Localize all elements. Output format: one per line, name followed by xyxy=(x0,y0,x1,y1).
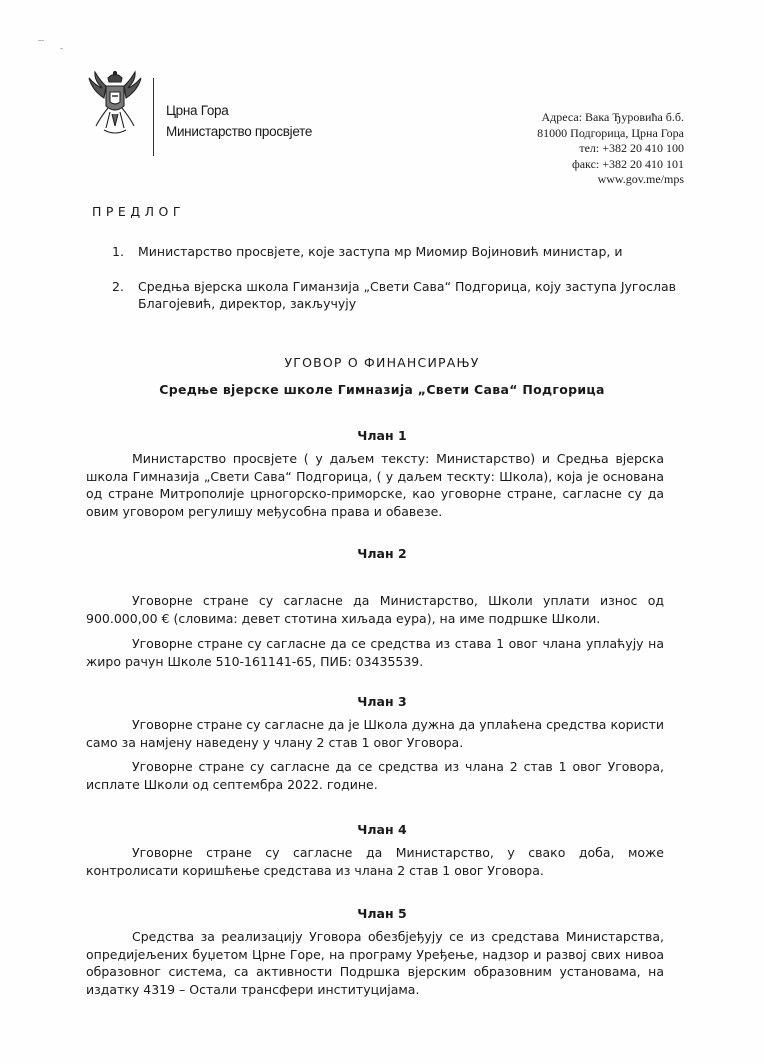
fax-number: факс: +382 20 410 101 xyxy=(571,156,684,171)
article-paragraph: Уговорне стране су сагласне да се средства из члана 2 став 1 овог Уговора, исплате Школи од септембра 2022. године. xyxy=(86,759,664,792)
contract-title: УГОВОР О ФИНАНСИРАЊУ xyxy=(284,355,480,370)
article-heading: Члан 3 xyxy=(357,694,407,709)
article-heading: Члан 2 xyxy=(357,546,407,561)
ministry-name: Министарство просвјете xyxy=(166,124,313,139)
party-text: Министарство просвјете, које заступа мр Миомир Војиновић министар, и xyxy=(138,244,623,259)
country-name: Црна Гора xyxy=(166,103,229,118)
article-heading: Члан 4 xyxy=(357,822,407,837)
address-city: 81000 Подгорица, Црна Гора xyxy=(537,125,684,140)
ministry-name-block xyxy=(166,100,312,142)
article-paragraph: Уговорне стране су сагласне да је Школа дужна да уплаћена средства користи само за намјену наведену у члану 2 став 1 овог Уговора. xyxy=(86,717,664,750)
article-heading: Члан 5 xyxy=(357,906,407,921)
scan-artifact xyxy=(60,48,63,49)
address-line: Адреса: Вака Ђуровића б.б. xyxy=(541,110,684,124)
phone-number: тел: +382 20 410 100 xyxy=(579,141,684,155)
article-paragraph: Министарство просвјете ( у даљем тексту: Министарство) и Средња вјерска школа Гимназија „Свети Сава“ Подгорица, ( у даљем тескту: Школа), која је основана од стране Митрополије црногорско-приморске, као уговорне стране, сагласне су да овим уговором регулишу међусобна права и обавезе. xyxy=(86,451,664,519)
website: www.gov.me/mps xyxy=(597,172,684,186)
list-item xyxy=(112,278,682,312)
list-number: 2. xyxy=(112,279,124,294)
scan-artifact xyxy=(38,40,44,41)
header-divider xyxy=(153,78,154,156)
draft-label: ПРЕДЛОГ xyxy=(92,204,185,219)
contract-subtitle: Средње вјерске школе Гимназија „Свети Сава“ Подгорица xyxy=(159,382,605,397)
montenegro-coat-of-arms-icon xyxy=(86,68,144,138)
address-block xyxy=(537,110,684,188)
article-paragraph: Уговорне стране су сагласне да Министарство, у свако доба, може контролисати коришћење средстава из члана 2 став 1 овог Уговора. xyxy=(86,845,664,878)
article-paragraph: Уговорне стране су сагласне да се средства из става 1 овог члана уплаћују на жиро рачун Школе 510-161141-65, ПИБ: 03435539. xyxy=(86,636,664,669)
party-text: Средња вјерска школа Гиманзија „Свети Сава“ Подгорица, коју заступа Југослав Благојевић, директор, закључују xyxy=(138,279,677,311)
article-paragraph: Уговорне стране су сагласне да Министарство, Школи уплати износ од 900.000,00 € (словима: девет стотина хиљада еура), на име подршке Школи. xyxy=(86,593,664,626)
contracting-parties-list xyxy=(112,243,682,330)
list-item xyxy=(112,243,682,260)
article-heading: Члан 1 xyxy=(357,428,407,443)
article-paragraph: Средства за реализацију Уговора обезбјеђују се из средстава Министарства, опредијељених буџетом Црне Горе, на програму Уређење, надзор и развој свих нивоа образовног система, са активности Подршка вјерским образовним установама, на издатку 4319 – Остали трансфери институцијама. xyxy=(86,929,664,997)
list-number: 1. xyxy=(112,244,124,259)
